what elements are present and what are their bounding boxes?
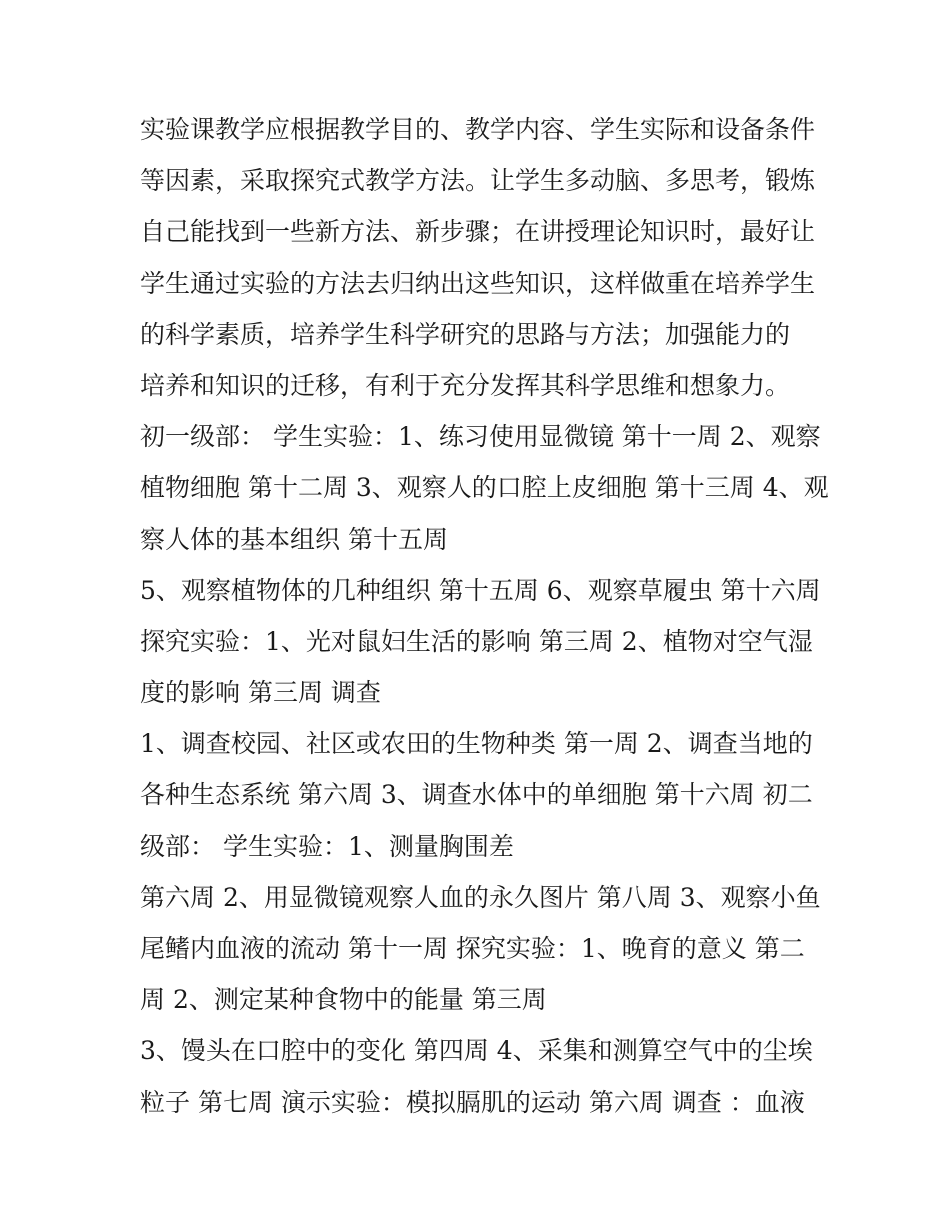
text-line-10: 5、观察植物体的几种组织 第十五周 6、观察草履虫 第十六周 [140, 575, 821, 605]
text-line-7: 初一级部： 学生实验：1、练习使用显微镜 第十一周 2、观察 [140, 422, 821, 452]
text-line-15: 级部： 学生实验：1、测量胸围差 [140, 831, 514, 861]
text-line-19: 3、馒头在口腔中的变化 第四周 4、采集和测算空气中的尘埃 [140, 1036, 813, 1066]
text-line-11: 探究实验：1、光对鼠妇生活的影响 第三周 2、植物对空气湿 [140, 626, 813, 656]
text-line-8: 植物细胞 第十二周 3、观察人的口腔上皮细胞 第十三周 4、观 [140, 473, 829, 503]
text-line-1: 实验课教学应根据教学目的、教学内容、学生实际和设备条件 [140, 115, 816, 144]
text-line-18: 周 2、测定某种食物中的能量 第三周 [140, 985, 547, 1015]
text-line-13: 1、调查校园、社区或农田的生物种类 第一周 2、调查当地的 [140, 729, 813, 759]
text-line-4: 学生通过实验的方法去归纳出这些知识，这样做重在培养学生 [140, 268, 816, 298]
document-body [140, 104, 829, 1128]
text-line-3: 自己能找到一些新方法、新步骤；在讲授理论知识时，最好让 [140, 217, 816, 247]
text-line-6: 培养和知识的迁移，有利于充分发挥其科学思维和想象力。 [140, 370, 791, 400]
text-line-17: 尾鳍内血液的流动 第十一周 探究实验：1、晚育的意义 第二 [140, 934, 805, 963]
text-line-2: 等因素，采取探究式教学方法。让学生多动脑、多思考，锻炼 [140, 166, 816, 196]
text-line-14: 各种生态系统 第六周 3、调查水体中的单细胞 第十六周 初二 [140, 780, 813, 810]
text-line-12: 度的影响 第三周 调查 [140, 678, 381, 708]
text-line-9: 察人体的基本组织 第十五周 [140, 524, 448, 554]
text-line-5: 的科学素质，培养学生科学研究的思路与方法；加强能力的 [140, 319, 791, 349]
text-line-16: 第六周 2、用显微镜观察人血的永久图片 第八周 3、观察小鱼 [140, 882, 821, 912]
text-line-20: 粒子 第七周 演示实验：模拟膈肌的运动 第六周 调查 ：血液 [140, 1087, 805, 1117]
